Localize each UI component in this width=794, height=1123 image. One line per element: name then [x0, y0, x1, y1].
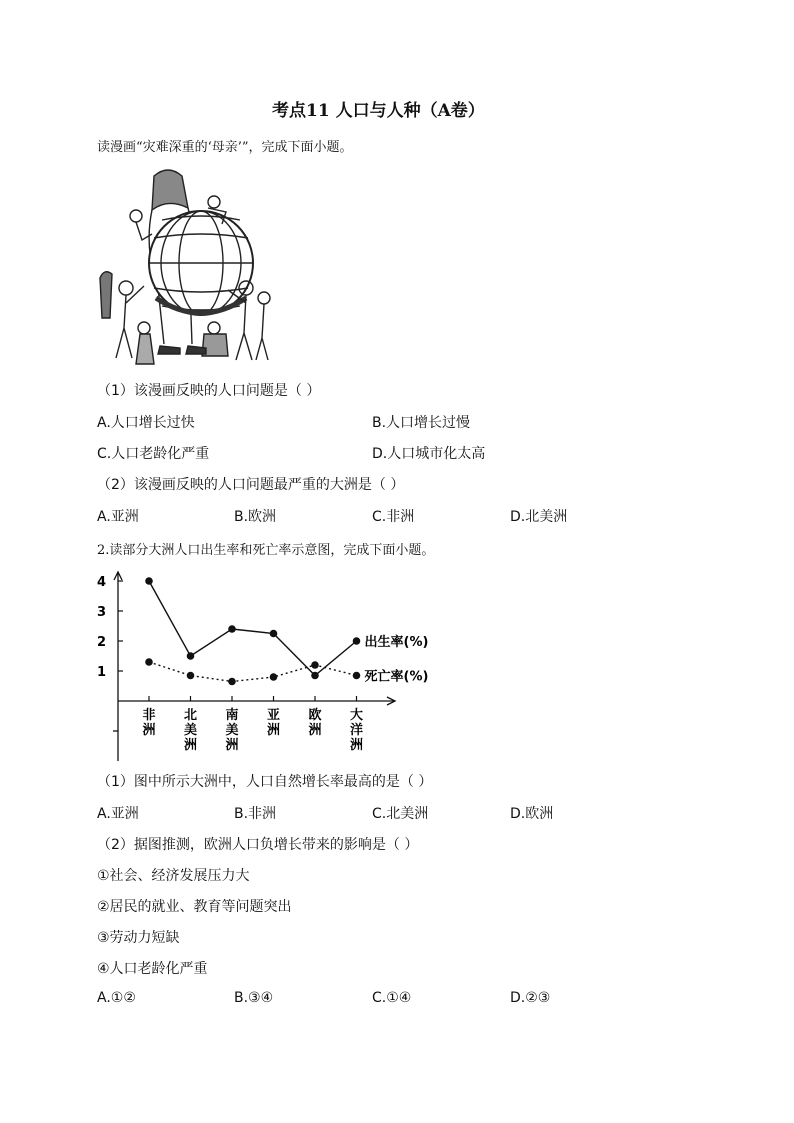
data-point-death-rate [187, 672, 195, 680]
series-line-death-rate [149, 662, 357, 682]
x-tick-label-char: 亚 [266, 708, 281, 723]
data-point-birth-rate [228, 625, 236, 633]
q2-sub2-option-a[interactable]: A.①② [97, 990, 136, 1006]
x-tick-label-char: 欧 [308, 708, 322, 723]
series-label-birth-rate: 出生率(%) [364, 635, 429, 650]
q1-sub2-option-c[interactable]: C.非洲 [372, 509, 415, 525]
x-tick-label-char: 洲 [142, 723, 156, 738]
birth-death-rate-chart [90, 568, 460, 763]
q1-intro: 读漫画“灾难深重的‘母亲’”，完成下面小题。 [97, 140, 353, 155]
x-tick-label-char: 非 [142, 708, 156, 723]
q2-sub1-option-c[interactable]: C.北美洲 [372, 806, 429, 822]
q2-statement-2: ②居民的就业、教育等问题突出 [97, 899, 292, 915]
data-point-death-rate [311, 661, 319, 669]
y-tick-label: 4 [96, 575, 106, 590]
q2-sub2-option-c[interactable]: C.①④ [372, 990, 412, 1006]
q1-sub1-option-c[interactable]: C.人口老龄化严重 [97, 446, 210, 462]
data-point-death-rate [353, 672, 361, 680]
q1-sub1-option-b[interactable]: B.人口增长过慢 [372, 415, 471, 431]
q2-sub2-option-b[interactable]: B.③④ [234, 990, 274, 1006]
q2-statement-4: ④人口老龄化严重 [97, 961, 208, 977]
data-point-birth-rate [311, 672, 319, 680]
q2-statement-1: ①社会、经济发展压力大 [97, 868, 250, 884]
q1-sub2-option-a[interactable]: A.亚洲 [97, 509, 139, 525]
y-tick-label: 3 [96, 605, 106, 620]
x-tick-label-char: 美 [183, 723, 198, 738]
data-point-birth-rate [270, 630, 278, 638]
data-point-death-rate [145, 658, 153, 666]
q1-sub2-option-b[interactable]: B.欧洲 [234, 509, 277, 525]
x-tick-label-char: 洲 [183, 738, 198, 753]
data-point-birth-rate [353, 637, 361, 645]
data-point-birth-rate [187, 652, 195, 660]
series-label-death-rate: 死亡率(%) [364, 669, 429, 685]
x-tick-label-char: 洲 [349, 738, 364, 753]
q2-sub2-option-d[interactable]: D.②③ [510, 990, 551, 1006]
x-tick-label-char: 南 [225, 708, 239, 723]
x-tick-label-char: 大 [349, 708, 364, 723]
x-tick-label-char: 洲 [308, 723, 322, 738]
q2-sub1-option-a[interactable]: A.亚洲 [97, 806, 139, 822]
q1-sub2-stem: （2）该漫画反映的人口问题最严重的大洲是（ ） [97, 477, 405, 493]
x-tick-label-char: 洲 [225, 738, 239, 753]
x-tick-label-char: 洲 [266, 723, 281, 738]
y-tick-label: 2 [96, 635, 106, 650]
page-title: 考点11 人口与人种（A卷） [272, 101, 485, 121]
q2-sub1-stem: （1）图中所示大洲中，人口自然增长率最高的是（ ） [97, 774, 433, 790]
q2-sub1-option-d[interactable]: D.欧洲 [510, 806, 554, 822]
data-point-death-rate [228, 678, 236, 686]
q1-sub1-option-d[interactable]: D.人口城市化太高 [372, 446, 486, 462]
q1-sub2-option-d[interactable]: D.北美洲 [510, 509, 568, 525]
x-tick-label-char: 北 [183, 708, 198, 723]
q2-sub2-stem: （2）据图推测，欧洲人口负增长带来的影响是（ ） [97, 837, 419, 853]
q2-sub1-option-b[interactable]: B.非洲 [234, 806, 277, 822]
y-tick-label: 1 [96, 665, 106, 680]
series-line-birth-rate [149, 581, 357, 676]
q2-statement-3: ③劳动力短缺 [97, 930, 180, 946]
x-tick-label-char: 洋 [349, 723, 364, 738]
data-point-birth-rate [145, 577, 153, 585]
q1-sub1-option-a[interactable]: A.人口增长过快 [97, 415, 195, 431]
x-tick-label-char: 美 [225, 723, 239, 738]
cartoon-illustration [96, 168, 281, 368]
data-point-death-rate [270, 673, 278, 681]
q2-intro: 2.读部分大洲人口出生率和死亡率示意图，完成下面小题。 [97, 543, 435, 558]
q1-sub1-stem: （1）该漫画反映的人口问题是（ ） [97, 383, 321, 399]
